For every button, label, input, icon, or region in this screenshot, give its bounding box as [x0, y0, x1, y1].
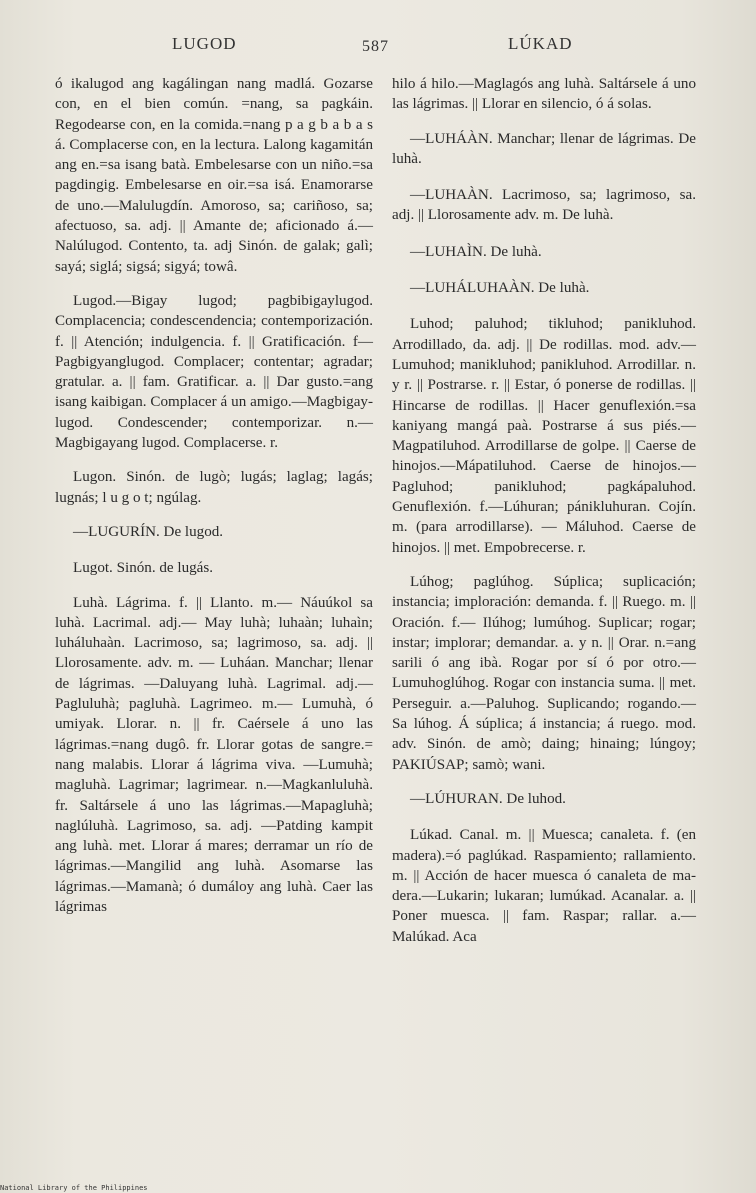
- entry-lukad: Lúkad. Canal. m. || Muesca; canaleta. f. (en madera).=ó paglúkad. Raspamiento; rallamiento. m. || Acción de hacer muesca ó canaleta de madera.—Lukarin; lukaran; lumúkad. Acanalar. a. || Poner muesca. || fam. Raspar; rallar. a.—Malúkad. Aca: [392, 827, 696, 945]
- left-column: [55, 74, 373, 931]
- page-header: [0, 34, 756, 64]
- running-head-left: LUGOD: [172, 34, 237, 53]
- library-credit: National Library of the Philippines: [0, 1184, 148, 1192]
- entry-lugod: Lugod.—Bigay lugod; pagbibigaylugod. Complacencia; condescendencia; contemporización. f. || Atención; indulgencia. f. || Gratificación. f—Pagbigyanglugod. Complacer; contentar; agradar; gratular. a. || fam. Gratificar. a. || Dar gusto.=ang isang kaibigan. Complacer á un amigo.—Magbigaylugod. Condescender; contemporizar. n.—Magbigayang lugod. Complacerse. r.: [55, 292, 373, 452]
- crossref-luhuran: —LÚHURAN. De luhod.: [410, 790, 566, 807]
- entry-luhod: Luhod; paluhod; tikluhod; panikluhod. Arrodillado, da. adj. || De rodillas. mod. adv.—Lumuhod; manikluhod; panikluhod. Arrodillar. n. y r. || Postrarse. r. || Estar, ó ponerse de rodillas. || Hincarse de rodillas. || Hacer genuflexión.=sa kaniyang mangá paà. Postrarse á sus piés.— Magpatiluhod. Arrodillarse de golpe. || Caerse de hinojos.—Mápatiluhod. Caerse de hinojos.—Pagluhod; panikluhod; pagkápaluhod. Genuflexión. f.—Lúhuran; pánikluhuran. Cojín. m. (para arrodillarse). — Máluhod. Caerse de hinojos. || met. Empobrecerse. r.: [392, 316, 696, 556]
- entry-lugon: Lugon. Sinón. de lugò; lugás; laglag; lagás; lugnás; l u g o t; ngúlag.: [55, 469, 373, 506]
- crossref-luhaluhaan: —LUHÁLUHAÀN. De luhà.: [410, 280, 590, 297]
- page-number: 587: [362, 38, 389, 55]
- crossref-luhaan-2: —LUHAÀN. Lacrimoso, sa; lagrimoso, sa. adj. || Llorosamente adv. m. De luhà.: [392, 187, 696, 224]
- entry-lugot: Lugot. Sinón. de lugás.: [73, 560, 214, 577]
- right-column: [392, 74, 696, 961]
- entry-paragraph: hilo á hilo.—Maglagós ang luhà. Saltársele á uno las lágrimas. || Llorar en silencio, ó á solas.: [392, 76, 696, 113]
- crossref-luhain: —LUHAÌN. De luhà.: [410, 243, 542, 260]
- running-head-right: LÚKAD: [508, 34, 573, 53]
- crossref-lugurin: —LUGURÍN. De lugod.: [73, 523, 224, 540]
- entry-paragraph: ó ikalugod ang kagálingan nang madlá. Gozarse con, en el bien común. =nang, sa pagkáin. Regodearse con, en la comida.=nang p a g b a b a s á. Complacerse con, en la lectura. Lalong kagamitán ang en.=sa isang batà. Embelesarse con un niño.=sa pagdingig. Embelesarse en oir.=sa isá. Enamorarse de uno.—Malulugdín. Amoroso, sa; cariñoso, sa; afectuoso, sa. adj. || Amante de; aficionado á.—Nalúlugod. Contento, ta. adj Sinón. de galak; galì; sayá; siglá; sigsá; sigyá; towâ.: [55, 76, 373, 275]
- entry-luhog: Lúhog; paglúhog. Súplica; suplicación; instancia; imploración: demanda. f. || Ruego. m. || Oración. f.— Ilúhog; lumúhog. Suplicar; rogar; instar; implorar; demandar. a. y n. || Orar. n.=ang sarili ó ang ibà. Rogar por sí ó por otro.—Lumuhoglúhog. Rogar con instancia suma. || met. Perseguir. a.—Paluhog. Suplicando; rogando.—Sa lúhog. Á súplica; á instancia; á ruego. mod. adv. Sinón. de amò; daing; hinaing; lúngoy; PAKIÚSAP; samò; wani.: [392, 573, 696, 773]
- entry-luha: Luhà. Lágrima. f. || Llanto. m.— Náuúkol sa luhà. Lacrimal. adj.— May luhà; luhaàn; luhaìn; luháluhaàn. Lacrimoso, sa; lagrimoso, sa. adj. || Llorosamente. adv. m. — Luháan. Manchar; llenar de lágrimas. —Daluyang luhà. Lagrimal. adj.— Pagluluhà; pagluhà. Lagrimeo. m.— Lumuhà, ó umiyak. Llorar. n. || fr. Caérsele á uno las lágrimas.=nang dugô. fr. Llorar gotas de sangre.= nang malabis. Llorar á lágrima viva. —Lumuhà; magluhà. Lagrimar; lagrimear. n.—Magkanluluhà. fr. Saltársele á uno las lágrimas.—Mapagluhà; naglúluhà. Lagrimoso, sa. adj. —Patding kampit ang luhà. met. Llorar á mares; derramar un río de lágrimas.—Mangilid ang luhà. Asomarse las lágrimas.—Mamanà; ó dumáloy ang luhà. Caer las lágrimas: [55, 594, 373, 915]
- crossref-luhaan-1: —LUHÁÀN. Manchar; llenar de lágrimas. De luhà.: [392, 130, 696, 167]
